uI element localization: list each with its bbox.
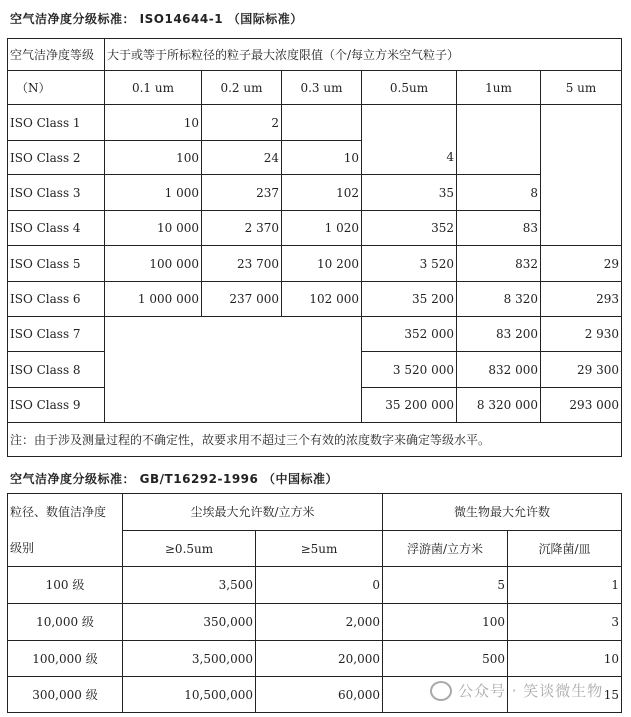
table-row [8, 641, 622, 677]
table-row [8, 175, 622, 211]
value-cell: 29 300 [541, 352, 622, 388]
class-label: ISO Class 5 [8, 246, 105, 282]
value-cell [362, 105, 457, 141]
value-cell: 102 [282, 175, 362, 211]
value-cell: 237 [202, 175, 282, 211]
dust-header: 尘埃最大允许数/立方米 [123, 494, 383, 531]
size-header: 5 um [541, 71, 622, 105]
class-label: ISO Class 6 [8, 282, 105, 317]
value-cell: 4 [362, 141, 457, 175]
value-cell: 2 [202, 105, 282, 141]
value-cell: 20,000 [256, 641, 383, 677]
value-cell: 2 370 [202, 211, 282, 246]
size-header: 1um [457, 71, 541, 105]
value-cell: 35 200 [362, 282, 457, 317]
concentration-limit-header: 大于或等于所标粒径的粒子最大浓度限值（个/每立方米空气粒子） [105, 39, 622, 71]
value-cell: 832 000 [457, 352, 541, 388]
value-cell: 8 320 000 [457, 388, 541, 423]
value-cell: 10 [508, 641, 622, 677]
class-label: ISO Class 7 [8, 317, 105, 352]
table-note: 注：由于涉及测量过程的不确定性，故要求用不超过三个有效的浓度数字来确定等级水平。 [8, 423, 622, 457]
value-cell: 1 020 [282, 211, 362, 246]
class-label: ISO Class 9 [8, 388, 105, 423]
level-label: 10,000 级 [8, 604, 123, 641]
value-cell: 35 [362, 175, 457, 211]
value-cell: 1 000 [105, 175, 202, 211]
value-cell [541, 175, 622, 211]
value-cell: 3 520 [362, 246, 457, 282]
value-cell [541, 141, 622, 175]
settling-header: 沉降菌/皿 [508, 531, 622, 567]
value-cell: 5 [383, 567, 508, 604]
gb-table-title: 空气洁净度分级标准： GB/T16292-1996 （中国标准） [10, 472, 339, 486]
value-cell: 0 [256, 567, 383, 604]
value-cell: 15 [508, 677, 622, 713]
class-label: ISO Class 2 [8, 141, 105, 175]
level-label: 100,000 级 [8, 641, 123, 677]
class-label: ISO Class 3 [8, 175, 105, 211]
value-cell: 3,500,000 [123, 641, 256, 677]
level-label: 300,000 级 [8, 677, 123, 713]
value-cell: 10 [282, 141, 362, 175]
table-row [8, 604, 622, 641]
class-column-header: 空气洁净度等级 [8, 39, 105, 71]
level-label: 100 级 [8, 567, 123, 604]
level-header-cont: 级别 [8, 531, 123, 567]
dust-05-header: ≥0.5um [123, 531, 256, 567]
value-cell [457, 105, 541, 141]
empty-merged-cell [105, 317, 362, 423]
value-cell: 10,500,000 [123, 677, 256, 713]
value-cell: 100 [105, 141, 202, 175]
value-cell: 100 [383, 604, 508, 641]
value-cell: 60,000 [256, 677, 383, 713]
microbe-header: 微生物最大允许数 [383, 494, 622, 531]
value-cell [541, 211, 622, 246]
size-header: 0.1 um [105, 71, 202, 105]
value-cell: 83 200 [457, 317, 541, 352]
value-cell: 3 [508, 604, 622, 641]
value-cell: 29 [541, 246, 622, 282]
value-cell: 1 000 000 [105, 282, 202, 317]
value-cell: 10 [105, 105, 202, 141]
value-cell: 83 [457, 211, 541, 246]
class-unit-header: （N） [8, 71, 105, 105]
airborne-header: 浮游菌/立方米 [383, 531, 508, 567]
value-cell: 10 200 [282, 246, 362, 282]
watermark-text: 公众号 · 笑谈微生物 [458, 682, 604, 700]
table-row [8, 105, 622, 141]
table-row [8, 282, 622, 317]
value-cell: 352 [362, 211, 457, 246]
watermark [430, 680, 603, 701]
size-header: 0.3 um [282, 71, 362, 105]
value-cell [541, 105, 622, 141]
value-cell: 352 000 [362, 317, 457, 352]
wechat-icon [430, 681, 452, 701]
value-cell: 500 [383, 641, 508, 677]
value-cell: 35 200 000 [362, 388, 457, 423]
value-cell [457, 141, 541, 175]
value-cell: 100 000 [105, 246, 202, 282]
table-row [8, 567, 622, 604]
level-header: 粒径、数值洁净度 [8, 494, 123, 531]
value-cell: 2 930 [541, 317, 622, 352]
value-cell: 3 520 000 [362, 352, 457, 388]
class-label: ISO Class 4 [8, 211, 105, 246]
class-label: ISO Class 1 [8, 105, 105, 141]
value-cell: 350,000 [123, 604, 256, 641]
value-cell: 237 000 [202, 282, 282, 317]
value-cell: 23 700 [202, 246, 282, 282]
value-cell: 293 [541, 282, 622, 317]
value-cell: 1 [508, 567, 622, 604]
size-header: 0.5um [362, 71, 457, 105]
value-cell: 293 000 [541, 388, 622, 423]
table-row [8, 246, 622, 282]
value-cell: 102 000 [282, 282, 362, 317]
value-cell: 832 [457, 246, 541, 282]
value-cell: 2,000 [256, 604, 383, 641]
value-cell: 8 [457, 175, 541, 211]
value-cell: 3,500 [123, 567, 256, 604]
value-cell [282, 105, 362, 141]
iso-classification-table [7, 38, 622, 457]
size-header: 0.2 um [202, 71, 282, 105]
table-row [8, 141, 622, 175]
value-cell: 24 [202, 141, 282, 175]
value-cell: 10 000 [105, 211, 202, 246]
value-cell: 8 320 [457, 282, 541, 317]
table-row [8, 317, 622, 352]
dust-5-header: ≥5um [256, 531, 383, 567]
table-row [8, 211, 622, 246]
class-label: ISO Class 8 [8, 352, 105, 388]
iso-table-title: 空气洁净度分级标准： ISO14644-1 （国际标准） [10, 12, 303, 26]
